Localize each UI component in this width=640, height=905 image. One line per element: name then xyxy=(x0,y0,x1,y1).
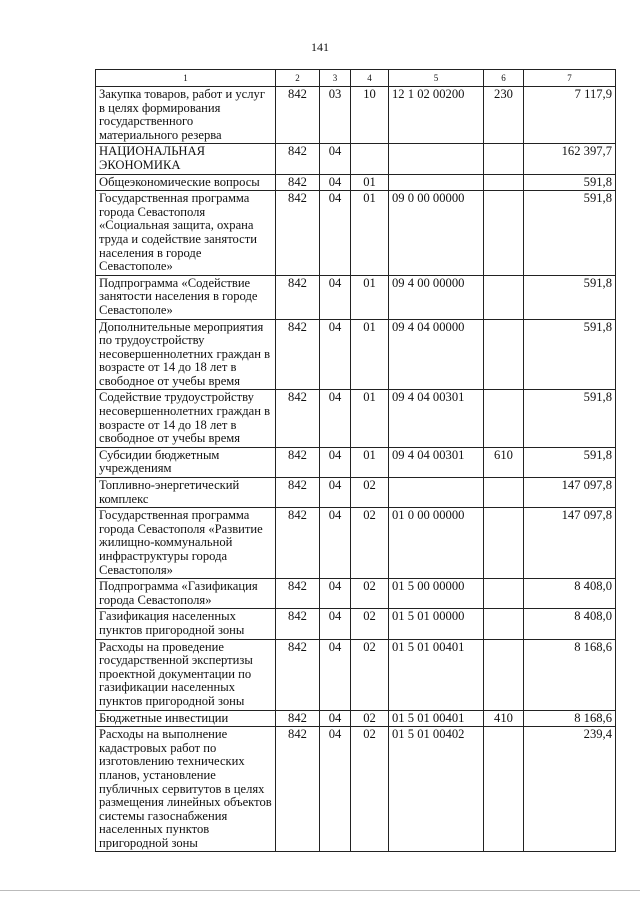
page-number: 141 xyxy=(311,40,329,54)
cell-amount: 8 168,6 xyxy=(524,710,616,727)
cell-target-article: 09 4 00 00000 xyxy=(389,275,484,319)
cell-section: 04 xyxy=(320,191,351,276)
cell-target-article: 01 5 00 00000 xyxy=(389,579,484,609)
cell-section: 04 xyxy=(320,508,351,579)
cell-amount: 591,8 xyxy=(524,319,616,390)
cell-grbs: 842 xyxy=(276,508,320,579)
table-body xyxy=(96,87,616,852)
cell-name: Субсидии бюджетным учреждениям xyxy=(96,447,276,477)
cell-subsection: 01 xyxy=(351,191,389,276)
table-row xyxy=(96,144,616,174)
cell-expense-type xyxy=(484,478,524,508)
cell-target-article: 01 5 01 00402 xyxy=(389,727,484,852)
budget-table xyxy=(95,69,616,852)
cell-grbs: 842 xyxy=(276,319,320,390)
table-row xyxy=(96,508,616,579)
cell-subsection: 02 xyxy=(351,579,389,609)
cell-amount: 8 408,0 xyxy=(524,579,616,609)
table-row xyxy=(96,191,616,276)
table-row xyxy=(96,639,616,710)
column-header: 2 xyxy=(276,70,320,87)
cell-target-article: 09 4 04 00301 xyxy=(389,390,484,447)
cell-target-article: 01 5 01 00000 xyxy=(389,609,484,639)
cell-expense-type xyxy=(484,275,524,319)
cell-section: 04 xyxy=(320,478,351,508)
cell-subsection: 01 xyxy=(351,447,389,477)
cell-subsection: 01 xyxy=(351,319,389,390)
cell-expense-type xyxy=(484,144,524,174)
cell-name: Расходы на проведение государственной экспертизы проектной документации по газификации населенных пунктов пригородной зоны xyxy=(96,639,276,710)
table-row xyxy=(96,87,616,144)
cell-target-article: 09 4 04 00301 xyxy=(389,447,484,477)
cell-subsection: 10 xyxy=(351,87,389,144)
cell-subsection: 02 xyxy=(351,727,389,852)
column-header: 6 xyxy=(484,70,524,87)
cell-section: 04 xyxy=(320,447,351,477)
column-header: 5 xyxy=(389,70,484,87)
cell-grbs: 842 xyxy=(276,390,320,447)
cell-section: 04 xyxy=(320,609,351,639)
cell-section: 04 xyxy=(320,319,351,390)
cell-expense-type xyxy=(484,579,524,609)
cell-name: Газификация населенных пунктов пригородной зоны xyxy=(96,609,276,639)
cell-subsection xyxy=(351,144,389,174)
cell-name: Общеэкономические вопросы xyxy=(96,174,276,191)
cell-subsection: 02 xyxy=(351,478,389,508)
table-row xyxy=(96,447,616,477)
column-header: 7 xyxy=(524,70,616,87)
table-row xyxy=(96,609,616,639)
table-row xyxy=(96,478,616,508)
cell-expense-type: 230 xyxy=(484,87,524,144)
cell-grbs: 842 xyxy=(276,275,320,319)
column-header: 1 xyxy=(96,70,276,87)
cell-section: 04 xyxy=(320,174,351,191)
cell-name: НАЦИОНАЛЬНАЯ ЭКОНОМИКА xyxy=(96,144,276,174)
cell-grbs: 842 xyxy=(276,478,320,508)
cell-expense-type xyxy=(484,508,524,579)
cell-expense-type xyxy=(484,174,524,191)
cell-grbs: 842 xyxy=(276,710,320,727)
table-row xyxy=(96,174,616,191)
cell-amount: 7 117,9 xyxy=(524,87,616,144)
cell-subsection: 02 xyxy=(351,508,389,579)
header-row xyxy=(96,70,616,87)
cell-expense-type xyxy=(484,727,524,852)
cell-amount: 591,8 xyxy=(524,191,616,276)
cell-amount: 8 408,0 xyxy=(524,609,616,639)
cell-name: Топливно-энергетический комплекс xyxy=(96,478,276,508)
cell-grbs: 842 xyxy=(276,727,320,852)
cell-amount: 147 097,8 xyxy=(524,508,616,579)
cell-name: Расходы на выполнение кадастровых работ по изготовлению технических планов, установление публичных сервитутов в целях размещения линейных объектов системы газоснабжения населенных пунктов пригородной зоны xyxy=(96,727,276,852)
cell-name: Бюджетные инвестиции xyxy=(96,710,276,727)
table-row xyxy=(96,275,616,319)
cell-target-article: 01 5 01 00401 xyxy=(389,710,484,727)
cell-amount: 591,8 xyxy=(524,390,616,447)
column-header: 3 xyxy=(320,70,351,87)
cell-grbs: 842 xyxy=(276,144,320,174)
cell-grbs: 842 xyxy=(276,87,320,144)
cell-expense-type xyxy=(484,191,524,276)
cell-section: 04 xyxy=(320,144,351,174)
cell-subsection: 01 xyxy=(351,275,389,319)
cell-section: 04 xyxy=(320,710,351,727)
page-bottom-edge xyxy=(0,890,640,891)
cell-grbs: 842 xyxy=(276,609,320,639)
table-row xyxy=(96,710,616,727)
cell-name: Подпрограмма «Содействие занятости населения в городе Севастополе» xyxy=(96,275,276,319)
cell-target-article: 09 0 00 00000 xyxy=(389,191,484,276)
cell-grbs: 842 xyxy=(276,579,320,609)
cell-name: Подпрограмма «Газификация города Севастополя» xyxy=(96,579,276,609)
table-row xyxy=(96,319,616,390)
cell-section: 04 xyxy=(320,639,351,710)
table-row xyxy=(96,390,616,447)
cell-expense-type xyxy=(484,639,524,710)
cell-amount: 8 168,6 xyxy=(524,639,616,710)
cell-grbs: 842 xyxy=(276,191,320,276)
cell-expense-type xyxy=(484,609,524,639)
cell-section: 04 xyxy=(320,727,351,852)
cell-section: 04 xyxy=(320,275,351,319)
cell-expense-type xyxy=(484,319,524,390)
cell-section: 04 xyxy=(320,390,351,447)
cell-amount: 239,4 xyxy=(524,727,616,852)
cell-section: 04 xyxy=(320,579,351,609)
table-row xyxy=(96,727,616,852)
cell-amount: 162 397,7 xyxy=(524,144,616,174)
cell-amount: 591,8 xyxy=(524,275,616,319)
cell-amount: 591,8 xyxy=(524,447,616,477)
column-header: 4 xyxy=(351,70,389,87)
cell-name: Содействие трудоустройству несовершеннолетних граждан в возрасте от 14 до 18 лет в свободное от учебы время xyxy=(96,390,276,447)
cell-subsection: 01 xyxy=(351,174,389,191)
cell-target-article: 01 5 01 00401 xyxy=(389,639,484,710)
cell-subsection: 02 xyxy=(351,639,389,710)
cell-subsection: 02 xyxy=(351,609,389,639)
cell-target-article xyxy=(389,174,484,191)
table-row xyxy=(96,579,616,609)
cell-target-article: 09 4 04 00000 xyxy=(389,319,484,390)
cell-amount: 591,8 xyxy=(524,174,616,191)
cell-amount: 147 097,8 xyxy=(524,478,616,508)
cell-name: Государственная программа города Севастополя «Социальная защита, охрана труда и содействие занятости населения в городе Севастополе» xyxy=(96,191,276,276)
cell-subsection: 02 xyxy=(351,710,389,727)
cell-expense-type: 610 xyxy=(484,447,524,477)
cell-name: Закупка товаров, работ и услуг в целях формирования государственного материального резерва xyxy=(96,87,276,144)
cell-target-article xyxy=(389,478,484,508)
cell-expense-type xyxy=(484,390,524,447)
cell-target-article: 01 0 00 00000 xyxy=(389,508,484,579)
cell-section: 03 xyxy=(320,87,351,144)
cell-grbs: 842 xyxy=(276,639,320,710)
cell-grbs: 842 xyxy=(276,447,320,477)
cell-name: Государственная программа города Севастополя «Развитие жилищно-коммунальной инфраструктуры города Севастополя» xyxy=(96,508,276,579)
cell-target-article xyxy=(389,144,484,174)
cell-grbs: 842 xyxy=(276,174,320,191)
cell-expense-type: 410 xyxy=(484,710,524,727)
cell-subsection: 01 xyxy=(351,390,389,447)
cell-name: Дополнительные мероприятия по трудоустройству несовершеннолетних граждан в возрасте от 14 до 18 лет в свободное от учебы время xyxy=(96,319,276,390)
cell-target-article: 12 1 02 00200 xyxy=(389,87,484,144)
